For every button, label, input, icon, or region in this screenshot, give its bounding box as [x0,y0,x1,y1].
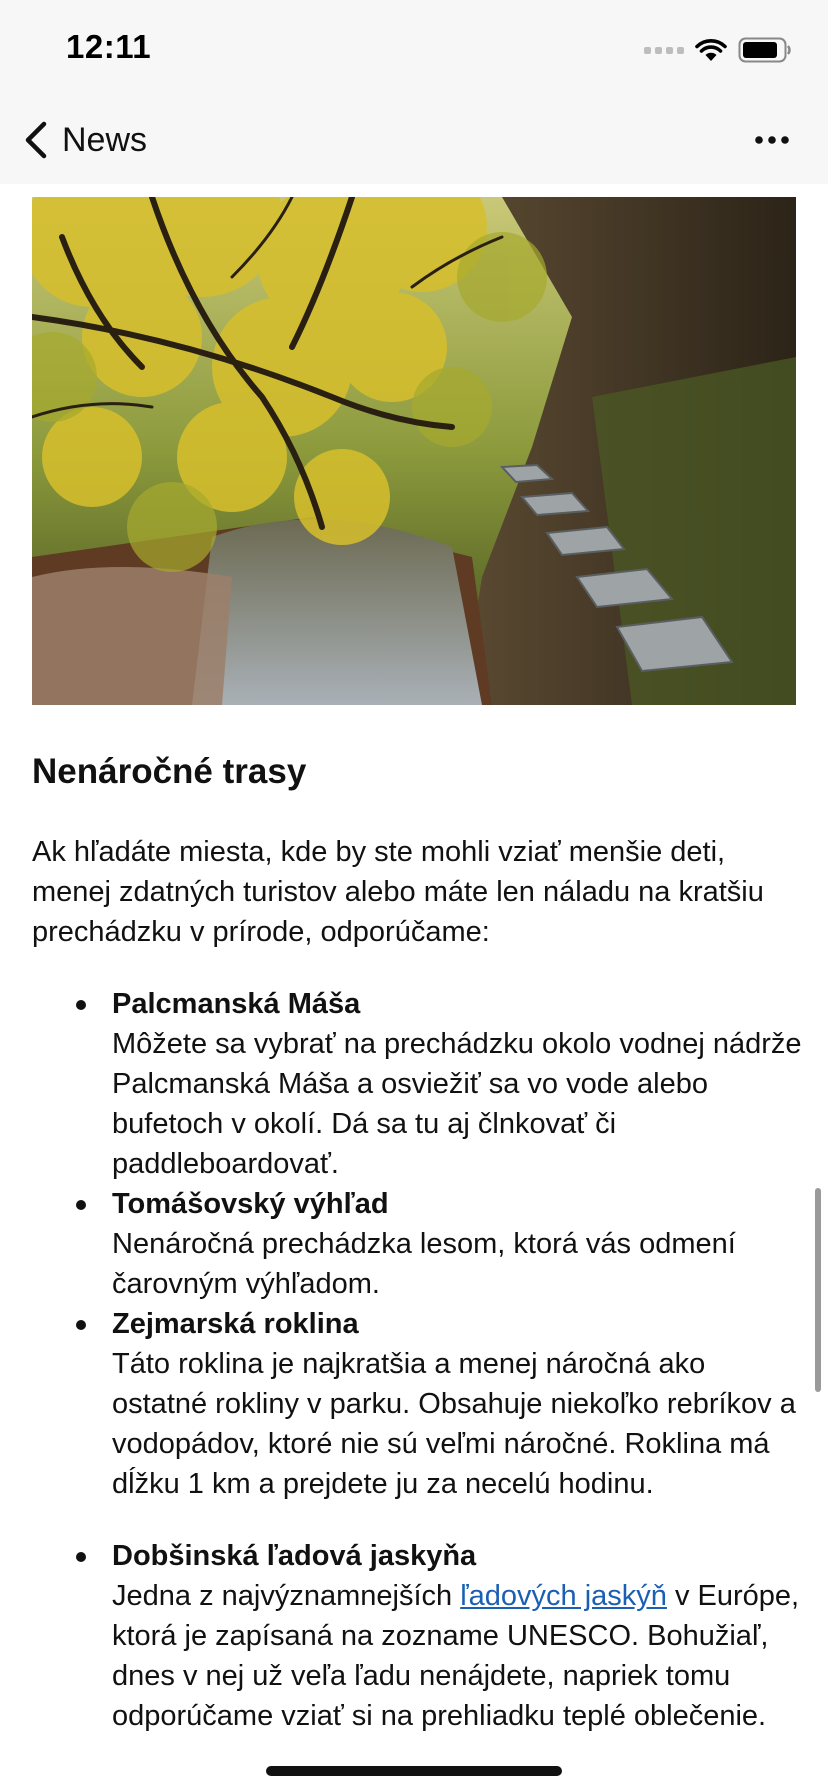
list-item-title: Palcmanská Máša [112,988,361,1020]
list-item-title: Dobšinská ľadová jaskyňa [112,1540,477,1572]
list-item-text: Môžete sa vybrať na prechádzku okolo vodnej nádrže Palcmanská Máša a osviežiť sa vo vode alebo bufetoch v okolí. Dá sa tu aj člnkovať či paddleboardovať. [112,1028,802,1180]
hero-image [32,197,796,705]
list-item [112,1536,802,1736]
scrollbar[interactable] [815,1188,821,1392]
article-content[interactable] [0,184,828,1792]
list-item [112,1304,802,1504]
back-button[interactable] [22,114,147,166]
status-icons [644,34,792,66]
list-item-text: Táto roklina je najkratšia a menej náročná ako ostatné rokliny v parku. Obsahuje niekoľko rebríkov a vodopádov, ktoré nie sú veľmi náročné. Roklina má dĺžku 1 km a prejdete ju za necelú hodinu. [112,1348,796,1500]
section-heading: Nenáročné trasy [32,752,307,791]
chevron-left-icon [22,120,50,160]
gorge-photo [32,197,796,705]
intro-paragraph: Ak hľadáte miesta, kde by ste mohli vziať menšie deti, menej zdatných turistov alebo máte len náladu na kratšiu prechádzku v prírode, odporúčame: [32,836,764,948]
ellipsis-icon [755,135,789,145]
list-item-text-after: v Európe, ktorá je zapísaná na zozname UNESCO. Bohužiaľ, dnes v nej už veľa ľadu nenájdete, napriek tomu odporúčame vziať si na prehliadku teplé oblečenie. [112,1580,800,1732]
list-item-text-before: Jedna z najvýznamnejších [112,1580,461,1612]
more-options-button[interactable] [752,120,792,160]
wifi-icon [694,37,728,63]
list-item [112,1184,802,1304]
list-item-title: Zejmarská roklina [112,1308,359,1340]
battery-icon [738,37,792,63]
back-label: News [62,120,148,159]
list-item [112,984,802,1184]
navigation-bar [0,96,828,184]
list-item-title: Tomášovský výhľad [112,1188,389,1220]
list-item-text [112,1576,802,1736]
ice-caves-link[interactable]: ľadových jaskýň [460,1580,667,1612]
status-time: 12:11 [66,28,152,65]
cellular-signal-icon [644,47,684,54]
status-bar [0,0,828,96]
trail-list [112,984,802,1736]
list-item-text: Nenáročná prechádzka lesom, ktorá vás odmení čarovným výhľadom. [112,1228,736,1300]
home-indicator[interactable] [266,1766,562,1776]
